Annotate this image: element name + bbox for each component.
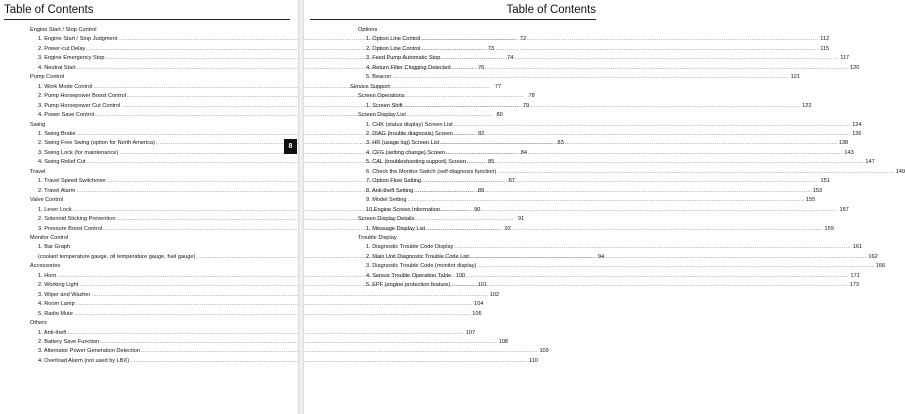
- toc-section-heading[interactable]: Engine Start / Stop Control: [30, 27, 97, 33]
- toc-entry[interactable]: [350, 168, 905, 177]
- toc-page-number: 82: [478, 130, 485, 137]
- toc-entry-text: 4. Sensor Trouble Operation Table: [366, 272, 452, 279]
- toc-entry-text: 3. Pump Horsepower Cut Control: [38, 102, 121, 109]
- toc-entry-text: 3. Wiper and Washer: [38, 291, 91, 298]
- toc-entry-text: 3. Alternator Power Generation Detection: [38, 348, 140, 355]
- dot-leader: [392, 73, 789, 82]
- toc-entry[interactable]: [30, 291, 500, 300]
- toc-entry[interactable]: [30, 338, 509, 347]
- dot-leader: [477, 262, 874, 271]
- toc-entry-text: 2. Travel Alarm: [38, 187, 76, 194]
- toc-entry[interactable]: [30, 310, 482, 319]
- dot-leader: [467, 158, 864, 167]
- toc-page-number: 157: [839, 206, 849, 213]
- toc-entry-text: 2. Swing Free Swing (option for North America): [38, 140, 155, 147]
- toc-entry-text: 4. Power Save Control: [38, 112, 94, 119]
- toc-entry-text: 2. Power-cut Delay: [38, 45, 86, 52]
- toc-entry-text: 2. Battery Save Function: [38, 338, 100, 345]
- toc-page-number: 100: [455, 272, 466, 279]
- toc-section-heading[interactable]: Valve Control: [30, 197, 64, 204]
- dot-leader: [421, 45, 818, 54]
- toc-entry-text: 4. Swing Relief Cut: [38, 159, 86, 166]
- chapter-tab[interactable]: 8: [284, 139, 297, 154]
- toc-entry-text: 2. DIAG (trouble diagnosis) Screen: [366, 130, 453, 137]
- toc-entry[interactable]: [350, 187, 823, 196]
- dot-leader: [407, 196, 804, 205]
- toc-page-number: 80: [496, 112, 503, 119]
- toc-entry-text: 1. Engine Start / Stop Judgment: [38, 36, 118, 43]
- toc-entry-text: 1. Anti-theft: [38, 329, 67, 336]
- toc-page-number: 110: [528, 357, 538, 364]
- toc-page-number: 74: [507, 55, 514, 62]
- toc-entry[interactable]: [30, 300, 484, 309]
- dot-leader: [440, 139, 837, 148]
- toc-section-heading[interactable]: Trouble Display: [358, 234, 397, 241]
- toc-page-number: 108: [498, 338, 509, 345]
- toc-entry-text: 4. CFG (setting change) Screen: [366, 149, 445, 156]
- right-title-rule: [310, 19, 596, 20]
- toc-entry-text: 1. Option Line Control: [366, 36, 421, 43]
- toc-section-heading[interactable]: Swing: [30, 121, 46, 128]
- toc-page-number: 104: [474, 301, 484, 308]
- toc-page-number: 85: [488, 159, 495, 166]
- toc-entry-text: 2. Solenoid Sticking Prevention: [38, 216, 116, 223]
- left-page-title: Table of Contents: [4, 4, 94, 16]
- toc-entry[interactable]: [350, 35, 830, 44]
- dot-leader: [452, 272, 849, 281]
- toc-entry-text: 1. Bar Graph: [38, 244, 71, 251]
- toc-page-number: 107: [465, 329, 476, 336]
- toc-page-number: 155: [805, 197, 816, 204]
- toc-entry-text: 1. Message Display List: [366, 225, 426, 232]
- toc-page-number: 79: [522, 102, 530, 109]
- toc-page-number: 162: [868, 253, 878, 260]
- toc-page-number: 159: [824, 225, 834, 232]
- toc-entry-text: 4. Overload Alarm (not used by LBX): [38, 357, 130, 364]
- toc-entry[interactable]: [350, 149, 854, 158]
- dot-leader: [454, 130, 851, 139]
- toc-entry-text: 1. Work Mode Control: [38, 83, 93, 90]
- toc-entry[interactable]: [350, 177, 830, 186]
- toc-page-number: 76: [478, 64, 485, 71]
- toc-entry-text: 3. Swing Lock (for maintenance): [38, 149, 119, 156]
- toc-entry-text: 7. Option Flow Setting: [366, 178, 422, 185]
- toc-entry[interactable]: [30, 357, 538, 366]
- toc-entry[interactable]: [350, 45, 830, 54]
- dot-leader: [446, 149, 843, 158]
- toc-page-number: 83: [557, 140, 564, 147]
- toc-entry[interactable]: [350, 225, 834, 234]
- toc-entry[interactable]: [350, 196, 816, 205]
- toc-section-heading[interactable]: Screen Operations: [358, 93, 405, 100]
- dot-leader: [454, 243, 851, 252]
- toc-entry-text: 10.Engine Screen Information: [366, 206, 441, 213]
- toc-page-number: 151: [820, 178, 830, 185]
- toc-page-number: 92: [504, 225, 511, 232]
- toc-page-number: 112: [820, 36, 830, 43]
- toc-entry-text: 1. Diagnostic Trouble Code Display: [366, 244, 454, 251]
- toc-entry-text: 4. Return Filter Clogging Detected: [366, 64, 451, 71]
- toc-section-heading[interactable]: Others: [30, 320, 47, 327]
- toc-entry[interactable]: [350, 73, 800, 82]
- toc-entry[interactable]: [350, 158, 875, 167]
- toc-entry[interactable]: [350, 262, 886, 271]
- dot-leader: [414, 187, 811, 196]
- toc-page-number: 106: [472, 310, 482, 317]
- toc-entry-text: 3. Pressure Boost Control: [38, 225, 103, 232]
- toc-entry[interactable]: [350, 281, 860, 290]
- toc-page-number: 121: [790, 74, 800, 81]
- toc-entry[interactable]: [350, 206, 849, 215]
- toc-page-number: 143: [844, 149, 854, 156]
- dot-leader: [426, 225, 823, 234]
- dot-leader: [497, 168, 894, 177]
- toc-entry[interactable]: [350, 243, 863, 252]
- toc-page-number: 173: [849, 282, 860, 289]
- dot-leader: [470, 253, 867, 262]
- toc-page-number: 109: [539, 348, 549, 355]
- toc-page-number: 115: [820, 45, 830, 52]
- toc-page-number: 102: [489, 291, 500, 298]
- dot-leader: [422, 177, 819, 186]
- toc-section-heading[interactable]: Screen Display Details: [358, 216, 415, 223]
- toc-entry-text: 3. HR (usage log) Screen List: [366, 140, 440, 147]
- toc-entry-text: 1. Lever Lock: [38, 206, 72, 213]
- toc-entry[interactable]: [350, 54, 850, 63]
- toc-page-number: 78: [528, 93, 535, 100]
- dot-leader: [451, 281, 848, 290]
- toc-entry-text: 2. Working Light: [38, 282, 79, 289]
- toc-section-heading[interactable]: Accessories: [30, 263, 61, 270]
- toc-page-number: 161: [852, 244, 863, 251]
- toc-entry-text: 1. Horn: [38, 272, 57, 279]
- toc-page-number: 153: [812, 187, 823, 194]
- toc-entry-text: 3. Engine Emergency Stop: [38, 55, 105, 62]
- toc-entry-text: 1. Swing Brake: [38, 130, 76, 137]
- toc-page-number: 147: [865, 159, 875, 166]
- toc-page-number: 94: [597, 253, 605, 260]
- toc-entry[interactable]: [350, 130, 862, 139]
- toc-page-number: 138: [838, 140, 849, 147]
- dot-leader: [441, 54, 838, 63]
- toc-page-number: 171: [850, 272, 860, 279]
- toc-section-heading[interactable]: Pump Control: [30, 74, 65, 81]
- toc-entry-text: 4. Room Lamp: [38, 301, 75, 308]
- toc-entry-text: 3. Feed Pump Automatic Stop: [366, 55, 441, 62]
- toc-page-number: 122: [802, 102, 812, 109]
- toc-entry-text: 1. CHK (status display) Screen List: [366, 121, 453, 128]
- toc-entry[interactable]: [30, 329, 476, 338]
- toc-entry[interactable]: [350, 121, 862, 130]
- toc-entry-text: 5. EPF (engine protection feature): [366, 282, 451, 289]
- toc-page-number: 84: [520, 149, 527, 156]
- toc-section-heading[interactable]: Travel: [30, 168, 46, 175]
- toc-entry[interactable]: [350, 272, 860, 281]
- toc-page-number: 117: [840, 55, 850, 62]
- toc-entry-text: 2. Main Unit Diagnostic Trouble Code List: [366, 253, 469, 260]
- toc-entry-text: 1. Screen Shift: [366, 102, 403, 109]
- toc-entry-subtext: (coolant temperature gauge, oil temperature gauge, fuel gauge): [38, 253, 196, 260]
- toc-entry-text: 2. Pump Horsepower Boost Control: [38, 93, 126, 100]
- toc-entry-text: 9. Model Setting: [366, 197, 407, 204]
- toc-page-number: 73: [487, 45, 495, 52]
- toc-section-heading[interactable]: Service Support: [350, 83, 390, 90]
- toc-entry-text: 2. Option Line Control: [366, 45, 421, 52]
- toc-page-number: 124: [852, 121, 862, 128]
- toc-page-number: 72: [519, 36, 527, 43]
- toc-page-number: 136: [852, 130, 862, 137]
- dot-leader: [454, 121, 851, 130]
- toc-page-number: 101: [477, 282, 488, 289]
- toc-entry[interactable]: [350, 139, 849, 148]
- dot-leader: [452, 64, 849, 73]
- toc-entry[interactable]: [350, 102, 812, 111]
- toc-entry[interactable]: [350, 64, 860, 73]
- toc-section-heading[interactable]: Screen Display List: [358, 112, 406, 119]
- toc-entry-text: 6. Check the Monitor Switch (self-diagnosis function): [366, 168, 497, 175]
- toc-page-number: 120: [850, 64, 860, 71]
- toc-entry-text: 5. Beacon: [366, 74, 392, 81]
- toc-page-number: 77: [494, 83, 502, 90]
- dot-leader: [421, 35, 818, 44]
- dot-leader: [441, 206, 838, 215]
- left-title-rule: [4, 19, 290, 20]
- dot-leader: [404, 102, 801, 111]
- toc-page-number: 87: [508, 178, 515, 185]
- toc-entry-text: 5. CAL (troubleshooting support) Screen: [366, 159, 466, 166]
- toc-entry-text: 1. Travel Speed Switchover: [38, 178, 107, 185]
- toc-entry-text: 4. Neutral Start: [38, 64, 76, 71]
- toc-section-heading[interactable]: Options: [358, 27, 378, 33]
- toc-entry-text: 8. Anti-theft Setting: [366, 187, 414, 194]
- toc-entry-text: 5. Radio Mute: [38, 310, 73, 317]
- toc-page-number: 166: [875, 263, 886, 270]
- right-page-title: Table of Contents: [506, 4, 596, 16]
- toc-section-heading[interactable]: Monitor Control: [30, 234, 69, 241]
- toc-page-number: 88: [477, 187, 485, 194]
- toc-page-number: 149: [895, 168, 905, 175]
- toc-entry-text: 3. Diagnostic Trouble Code (monitor display): [366, 263, 477, 270]
- toc-page-number: 91: [517, 216, 525, 223]
- toc-entry[interactable]: [30, 347, 549, 356]
- toc-page-number: 90: [474, 206, 481, 213]
